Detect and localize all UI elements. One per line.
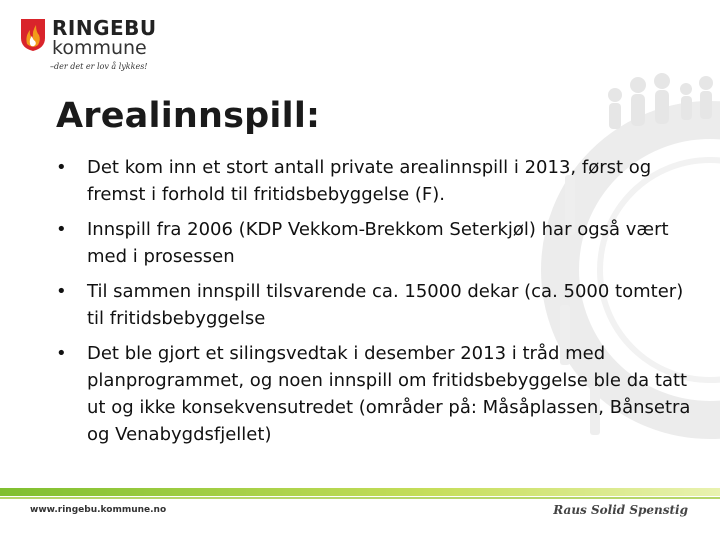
logo-name: RINGEBU (52, 16, 157, 40)
logo-subtitle: kommune (52, 37, 147, 59)
logo-tagline: –der det er lov å lykkes! (50, 62, 148, 71)
bullet-item (56, 216, 696, 270)
bullet-item (56, 340, 696, 448)
bullet-item (56, 154, 696, 208)
slide-title: Arealinnspill: (56, 96, 321, 136)
ringebu-logo (20, 14, 157, 72)
bullet-icon: • (56, 281, 67, 302)
footer-url[interactable]: www.ringebu.kommune.no (30, 505, 167, 515)
bullet-text: Til sammen innspill tilsvarende ca. 15000 dekar (ca. 5000 tomter) til fritidsbebyggelse (87, 281, 684, 329)
bullet-icon: • (56, 343, 67, 364)
footer-stripe-thin (0, 497, 720, 499)
bullet-icon: • (56, 157, 67, 178)
footer-slogan: Raus Solid Spenstig (553, 503, 688, 517)
bullet-icon: • (56, 219, 67, 240)
bullet-text: Det ble gjort et silingsvedtak i desember 2013 i tråd med planprogrammet, og noen innspill om fritidsbebyggelse ble da tatt ut og ikke konsekvensutredet (områder på: Måsåplassen, Bånsetra og Venabygdsfjellet) (87, 343, 691, 445)
flame-shield-icon (20, 18, 46, 52)
bullet-text: Innspill fra 2006 (KDP Vekkom-Brekkom Seterkjøl) har også vært med i prosessen (87, 219, 669, 267)
bullet-text: Det kom inn et stort antall private arealinnspill i 2013, først og fremst i forhold til fritidsbebyggelse (F). (87, 157, 652, 205)
bullet-item (56, 278, 696, 332)
bullet-list (56, 154, 696, 456)
footer-stripe (0, 488, 720, 496)
